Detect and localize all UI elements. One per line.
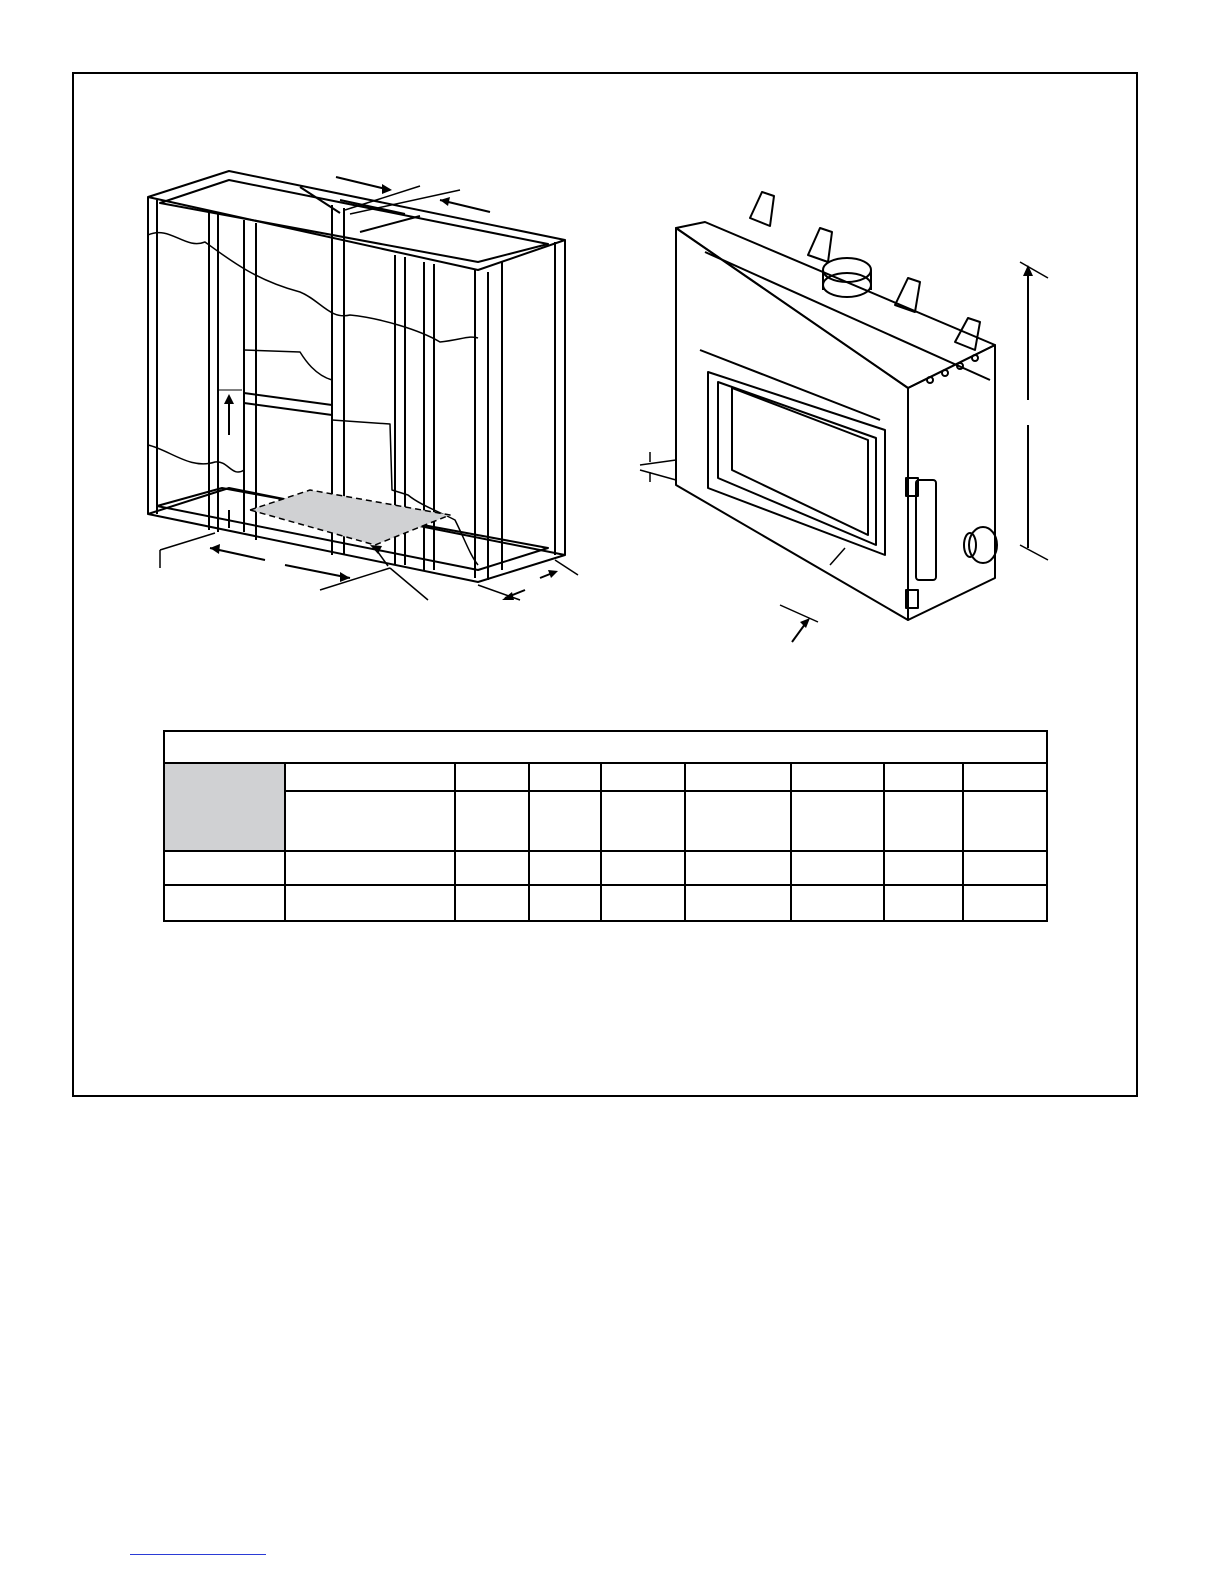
table-row (164, 851, 1047, 885)
table-subheader-cell (685, 791, 791, 851)
table-subheader-cell (601, 791, 685, 851)
table-header-cell (963, 763, 1047, 791)
table-cell (791, 851, 884, 885)
table-cell (791, 885, 884, 921)
fireplace-unit-drawing (640, 192, 1048, 642)
table-header-cell (529, 763, 601, 791)
table-subheader-cell (285, 791, 455, 851)
table-header-cell (791, 763, 884, 791)
table-cell (455, 851, 529, 885)
table-subheader-cell (455, 791, 529, 851)
table-header-cell (685, 763, 791, 791)
table-subheader-cell (791, 791, 884, 851)
framing-enclosure-drawing (148, 171, 578, 600)
table-header-cell (455, 763, 529, 791)
table-cell (884, 851, 963, 885)
specification-table (163, 730, 1048, 922)
table-corner-cell (164, 763, 285, 851)
table-cell (685, 885, 791, 921)
table-header-cell (285, 763, 455, 791)
table-cell (884, 885, 963, 921)
table-cell (285, 851, 455, 885)
table-cell (963, 885, 1047, 921)
table-cell (529, 851, 601, 885)
footer-link-underline[interactable] (130, 1554, 266, 1555)
table-cell (455, 885, 529, 921)
table-cell (963, 851, 1047, 885)
table-header-cell (884, 763, 963, 791)
table-subheader-cell (963, 791, 1047, 851)
table-cell (601, 851, 685, 885)
table-row-label (164, 851, 285, 885)
table-cell (685, 851, 791, 885)
table-cell (285, 885, 455, 921)
table-row (164, 885, 1047, 921)
table-cell (529, 885, 601, 921)
table-subheader-cell (529, 791, 601, 851)
table-header-cell (601, 763, 685, 791)
table-row-label (164, 885, 285, 921)
table-subheader-cell (884, 791, 963, 851)
table-title (164, 731, 1047, 763)
technical-drawing (0, 0, 1225, 700)
table-cell (601, 885, 685, 921)
